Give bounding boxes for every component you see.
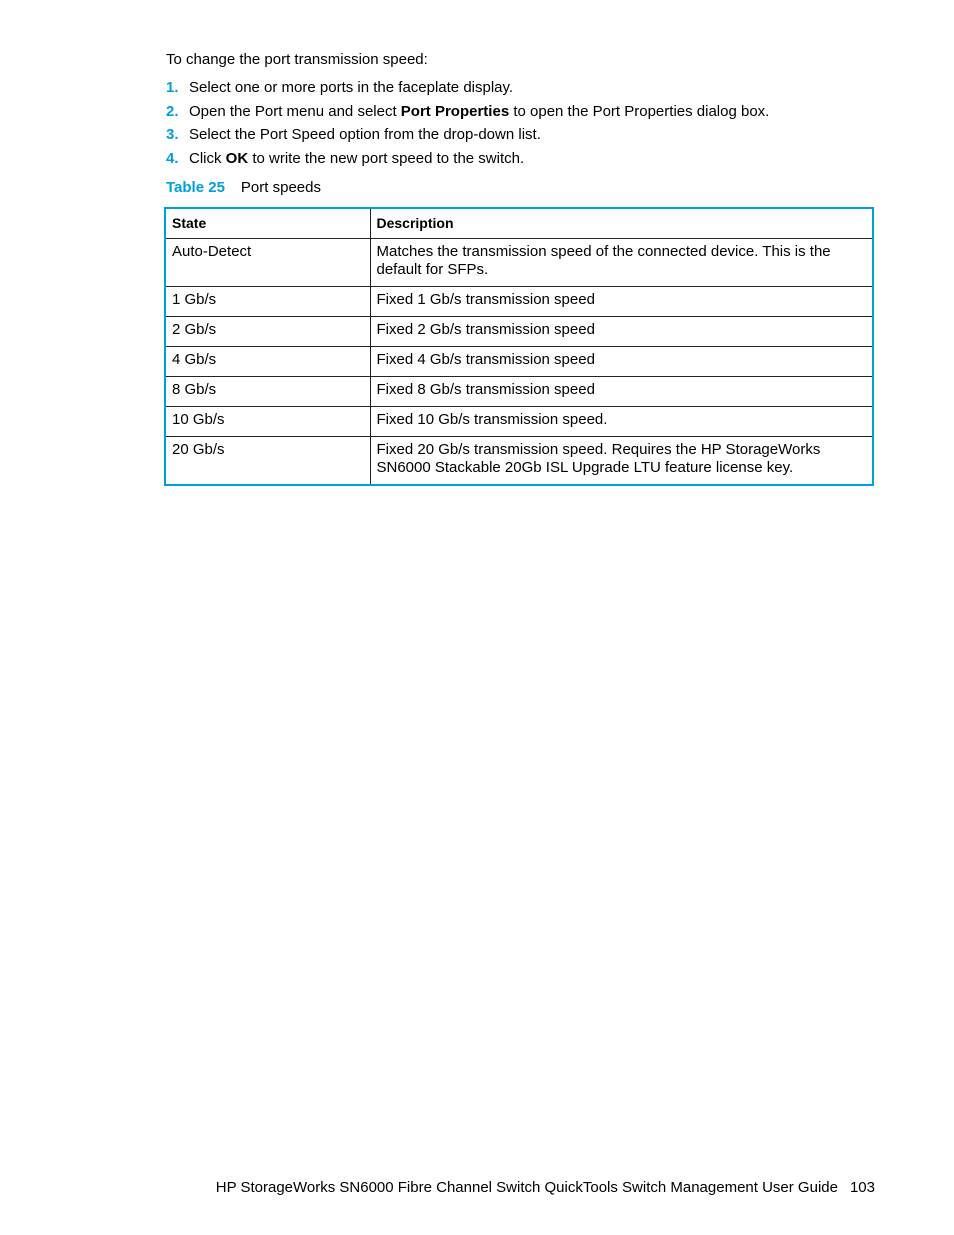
table-row [166, 317, 872, 347]
cell-state: Auto-Detect [166, 239, 370, 287]
step-text-pre: Open the Port menu and select [189, 102, 401, 120]
cell-description: Matches the transmission speed of the connected device. This is the default for SFPs. [370, 239, 872, 287]
step-item [166, 102, 769, 126]
step-text [189, 102, 769, 126]
step-item [166, 78, 769, 102]
step-text [189, 149, 524, 173]
table-caption-label: Table 25 [166, 179, 225, 196]
cell-state: 1 Gb/s [166, 287, 370, 317]
cell-description: Fixed 2 Gb/s transmission speed [370, 317, 872, 347]
step-item [166, 125, 769, 149]
column-header-description: Description [370, 209, 872, 239]
step-text-pre: Click [189, 149, 226, 167]
table-row [166, 407, 872, 437]
table-row [166, 239, 872, 287]
cell-state: 20 Gb/s [166, 437, 370, 485]
step-item [166, 149, 769, 173]
cell-description: Fixed 10 Gb/s transmission speed. [370, 407, 872, 437]
cell-state: 10 Gb/s [166, 407, 370, 437]
cell-state: 2 Gb/s [166, 317, 370, 347]
step-text-bold: Port Properties [400, 102, 510, 120]
cell-state: 8 Gb/s [166, 377, 370, 407]
table-row [166, 377, 872, 407]
intro-text: To change the port transmission speed: [166, 51, 428, 68]
step-text-post: to open the Port Properties dialog box. [509, 102, 770, 120]
cell-description: Fixed 8 Gb/s transmission speed [370, 377, 872, 407]
footer-title: HP StorageWorks SN6000 Fibre Channel Switch QuickTools Switch Management User Guide [215, 1179, 838, 1196]
step-number: 3. [166, 126, 179, 143]
port-speeds-table-frame [164, 207, 874, 486]
step-text-bold: OK [225, 149, 249, 167]
table-row [166, 287, 872, 317]
port-speeds-table [166, 209, 872, 484]
step-number: 2. [166, 102, 179, 120]
cell-state: 4 Gb/s [166, 347, 370, 377]
step-text-post: to write the new port speed to the switch. [248, 149, 525, 167]
cell-description: Fixed 4 Gb/s transmission speed [370, 347, 872, 377]
table-caption [166, 179, 321, 196]
step-number: 4. [166, 149, 179, 167]
page-number: 103 [849, 1179, 875, 1196]
column-header-state: State [166, 209, 370, 239]
steps-list [166, 78, 769, 172]
step-text: Select the Port Speed option from the drop-down list. [189, 126, 541, 143]
page-footer [216, 1179, 875, 1196]
step-number: 1. [166, 79, 179, 96]
table-row [166, 437, 872, 485]
step-text: Select one or more ports in the faceplate display. [189, 79, 514, 96]
table-caption-title: Port speeds [240, 179, 321, 196]
cell-description: Fixed 1 Gb/s transmission speed [370, 287, 872, 317]
table-row [166, 347, 872, 377]
cell-description: Fixed 20 Gb/s transmission speed. Requires the HP StorageWorks SN6000 Stackable 20Gb ISL Upgrade LTU feature license key. [370, 437, 872, 485]
table-header-row [166, 209, 872, 239]
